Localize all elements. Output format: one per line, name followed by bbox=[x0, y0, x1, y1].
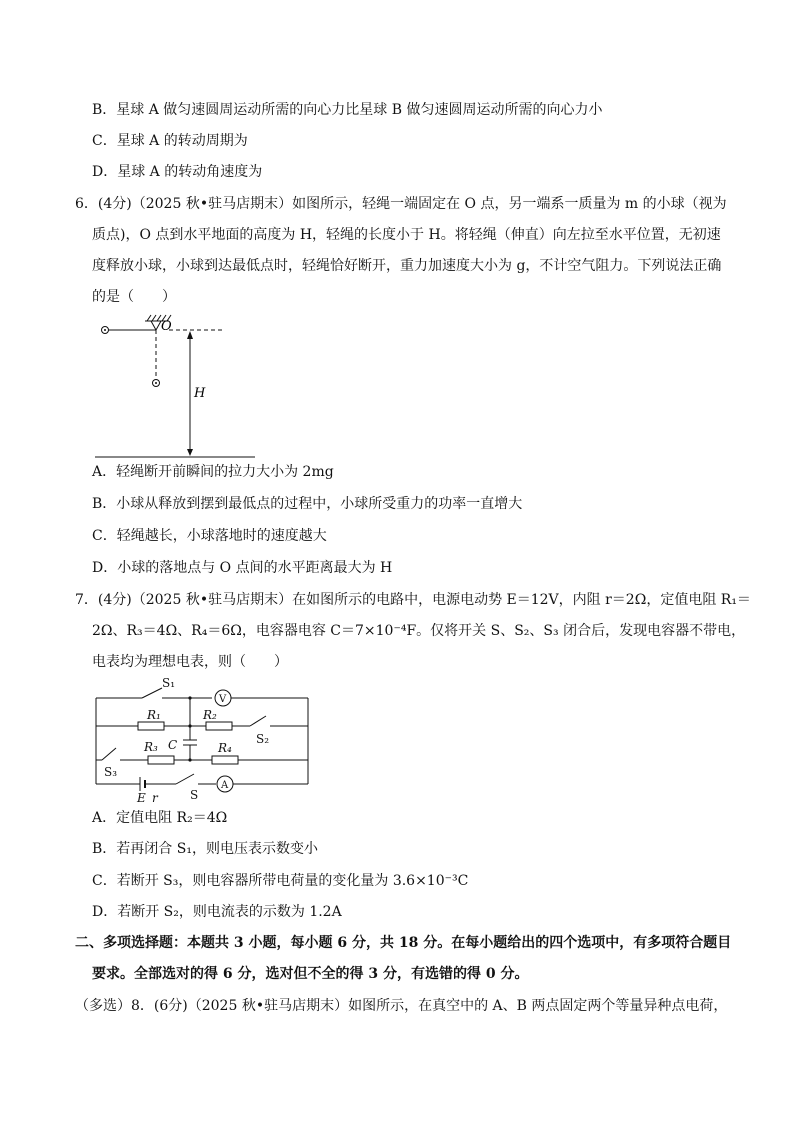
label-o: O bbox=[161, 319, 172, 334]
label-s: S bbox=[190, 788, 199, 802]
label-r1: R₁ bbox=[147, 708, 161, 722]
pivot-support bbox=[151, 321, 161, 330]
q5-option-c: C．星球 A 的转动周期为 bbox=[92, 133, 248, 149]
label-s3: S₃ bbox=[104, 765, 118, 779]
q6-option-b: B．小球从释放到摆到最低点的过程中，小球所受重力的功率一直增大 bbox=[92, 496, 523, 512]
q5-option-b: B．星球 A 做匀速圆周运动所需的向心力比星球 B 做匀速圆周运动所需的向心力小 bbox=[92, 102, 603, 118]
resistor-r2 bbox=[206, 722, 232, 730]
ball-start-center bbox=[104, 329, 106, 331]
q7-option-b: B．若再闭合 S₁，则电压表示数变小 bbox=[92, 841, 318, 857]
resistor-r4 bbox=[212, 756, 238, 764]
q6-stem-line4: 的是（ ） bbox=[92, 289, 176, 305]
q7-stem-line2: 2Ω、R₃＝4Ω、R₄＝6Ω，电容器电容 C＝7×10⁻⁴F。仅将开关 S、S₂、S₃ 闭合后，发现电容器不带电， bbox=[92, 623, 746, 639]
switch-s1 bbox=[142, 688, 162, 698]
q7-option-a: A．定值电阻 R₂＝4Ω bbox=[92, 810, 228, 826]
label-c: C bbox=[168, 738, 178, 752]
label-r4: R₄ bbox=[218, 741, 232, 755]
q7-option-d: D．若断开 S₂，则电流表的示数为 1.2A bbox=[92, 904, 342, 920]
q6-option-d: D．小球的落地点与 O 点间的水平距离最大为 H bbox=[92, 560, 393, 576]
label-r3: R₃ bbox=[144, 740, 158, 754]
q7-stem-line1: 7．(4分)（2025 秋•驻马店期末）在如图所示的电路中，电源电动势 E＝12V，内阻 r＝2Ω，定值电阻 R₁＝ bbox=[75, 592, 751, 608]
label-r: r bbox=[152, 791, 158, 804]
q6-stem-line3: 度释放小球，小球到达最低点时，轻绳恰好断开，重力加速度大小为 g，不计空气阻力。下列说法正确 bbox=[92, 258, 722, 274]
q6-stem-line2: 质点)，O 点到水平地面的高度为 H，轻绳的长度小于 H。将轻绳（伸直）向左拉至水平位置，无初速 bbox=[92, 227, 721, 243]
q6-option-c: C．轻绳越长，小球落地时的速度越大 bbox=[92, 528, 327, 544]
ball-lowest-center bbox=[155, 382, 157, 384]
label-h: H bbox=[194, 386, 206, 401]
switch-s3 bbox=[102, 748, 116, 760]
label-e: E bbox=[137, 791, 146, 804]
section2-heading-line2: 要求。全部选对的得 6 分，选对但不全的得 3 分，有选错的得 0 分。 bbox=[92, 966, 529, 982]
label-s1: S₁ bbox=[162, 676, 176, 690]
q6-pendulum-figure bbox=[95, 313, 265, 463]
arrow-head-down bbox=[187, 449, 193, 456]
label-v: V bbox=[219, 694, 227, 705]
q6-stem-line1: 6．(4分)（2025 秋•驻马店期末）如图所示，轻绳一端固定在 O 点，另一端系一质量为 m 的小球（视为 bbox=[75, 196, 727, 212]
q8-stem-line1: （多选）8．(6分)（2025 秋•驻马店期末）如图所示，在真空中的 A、B 两点固定两个等量异种点电荷， bbox=[75, 998, 728, 1014]
label-r2: R₂ bbox=[203, 708, 217, 722]
switch-s bbox=[176, 774, 194, 784]
q7-circuit-figure bbox=[90, 676, 320, 804]
q6-option-a: A．轻绳断开前瞬间的拉力大小为 2mg bbox=[92, 464, 334, 480]
switch-s2 bbox=[250, 716, 266, 726]
resistor-r3 bbox=[148, 756, 174, 764]
q5-option-d: D．星球 A 的转动角速度为 bbox=[92, 164, 263, 180]
label-a: A bbox=[221, 780, 229, 791]
q7-stem-line3: 电表均为理想电表，则（ ） bbox=[92, 654, 288, 670]
section2-heading-line1: 二、多项选择题：本题共 3 小题，每小题 6 分，共 18 分。在每小题给出的四个选项中，有多项符合题目 bbox=[75, 935, 732, 951]
arrow-head-up bbox=[187, 331, 193, 339]
resistor-r1 bbox=[138, 722, 164, 730]
q7-option-c: C．若断开 S₃，则电容器所带电荷量的变化量为 3.6×10⁻³C bbox=[92, 873, 469, 889]
label-s2: S₂ bbox=[256, 732, 270, 746]
